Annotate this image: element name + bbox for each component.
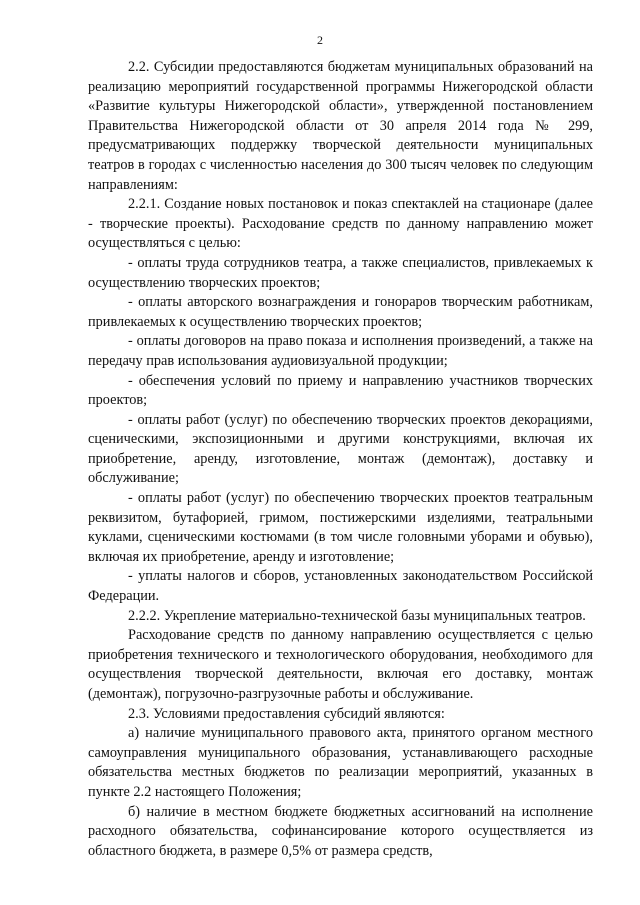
paragraph-2-2-2: 2.2.2. Укрепление материально-технической базы муниципальных театров. xyxy=(128,607,586,624)
list-item: - оплаты работ (услуг) по обеспечению творческих проектов театральным реквизитом, бутафорией, гримом, постижерскими изделиями, театральными куклами, сценическими костюмами (в том числе головными уборами и обувью), включая их приобретение, аренду и изготовление; xyxy=(88,490,593,565)
list-item: - оплаты работ (услуг) по обеспечению творческих проектов декорациями, сценическими, экспозиционными и другими конструкциями, включая их приобретение, аренду, изготовление, монтаж (демонтаж), доставку и обслуживание; xyxy=(88,411,593,487)
paragraph-2-2-1: 2.2.1. Создание новых постановок и показ спектаклей на стационаре (далее - творческие проекты). Расходование средств по данному направлению может осуществляться с целью: xyxy=(88,196,593,252)
paragraph-2-2: 2.2. Субсидии предоставляются бюджетам муниципальных образований на реализацию мероприятий государственной программы Нижегородской области «Развитие культуры Нижегородской области», утвержденной постановлением Правительства Нижегородской области от 30 апреля 2014 года № 299, предусматривающих поддержку творческой деятельности муниципальных театров в городах с численностью населения до 300 тысяч человек по следующим направлениям: xyxy=(88,59,593,193)
list-item: - оплаты труда сотрудников театра, а также специалистов, привлекаемых к осуществлению творческих проектов; xyxy=(88,254,593,291)
condition-a: а) наличие муниципального правового акта, принятого органом местного самоуправления муниципального образования, устанавливающего расходные обязательства местных бюджетов по реализации мероприятий, указанных в пункте 2.2 настоящего Положения; xyxy=(88,725,593,800)
list-item: - обеспечения условий по приему и направлению участников творческих проектов; xyxy=(88,372,593,409)
paragraph-2-3: 2.3. Условиями предоставления субсидий являются: xyxy=(128,705,445,722)
document-body xyxy=(88,58,593,861)
list-item: - оплаты авторского вознаграждения и гонораров творческим работникам, привлекаемых к осуществлению творческих проектов; xyxy=(88,294,593,330)
page-number: 2 xyxy=(317,33,323,47)
condition-b: б) наличие в местном бюджете бюджетных ассигнований на исполнение расходного обязательства, софинансирование которого осуществляется из областного бюджета, в размере 0,5% от размера средств, xyxy=(88,803,593,859)
list-item: - оплаты договоров на право показа и исполнения произведений, а также на передачу прав использования аудиовизуальной продукции; xyxy=(88,333,593,369)
paragraph-spending: Расходование средств по данному направлению осуществляется с целью приобретения технического и технологического оборудования, необходимого для осуществления творческой деятельности, включая его доставку, монтаж (демонтаж), погрузочно-разгрузочные работы и обслуживание. xyxy=(88,627,593,702)
list-item: - уплаты налогов и сборов, установленных законодательством Российской Федерации. xyxy=(88,568,593,605)
